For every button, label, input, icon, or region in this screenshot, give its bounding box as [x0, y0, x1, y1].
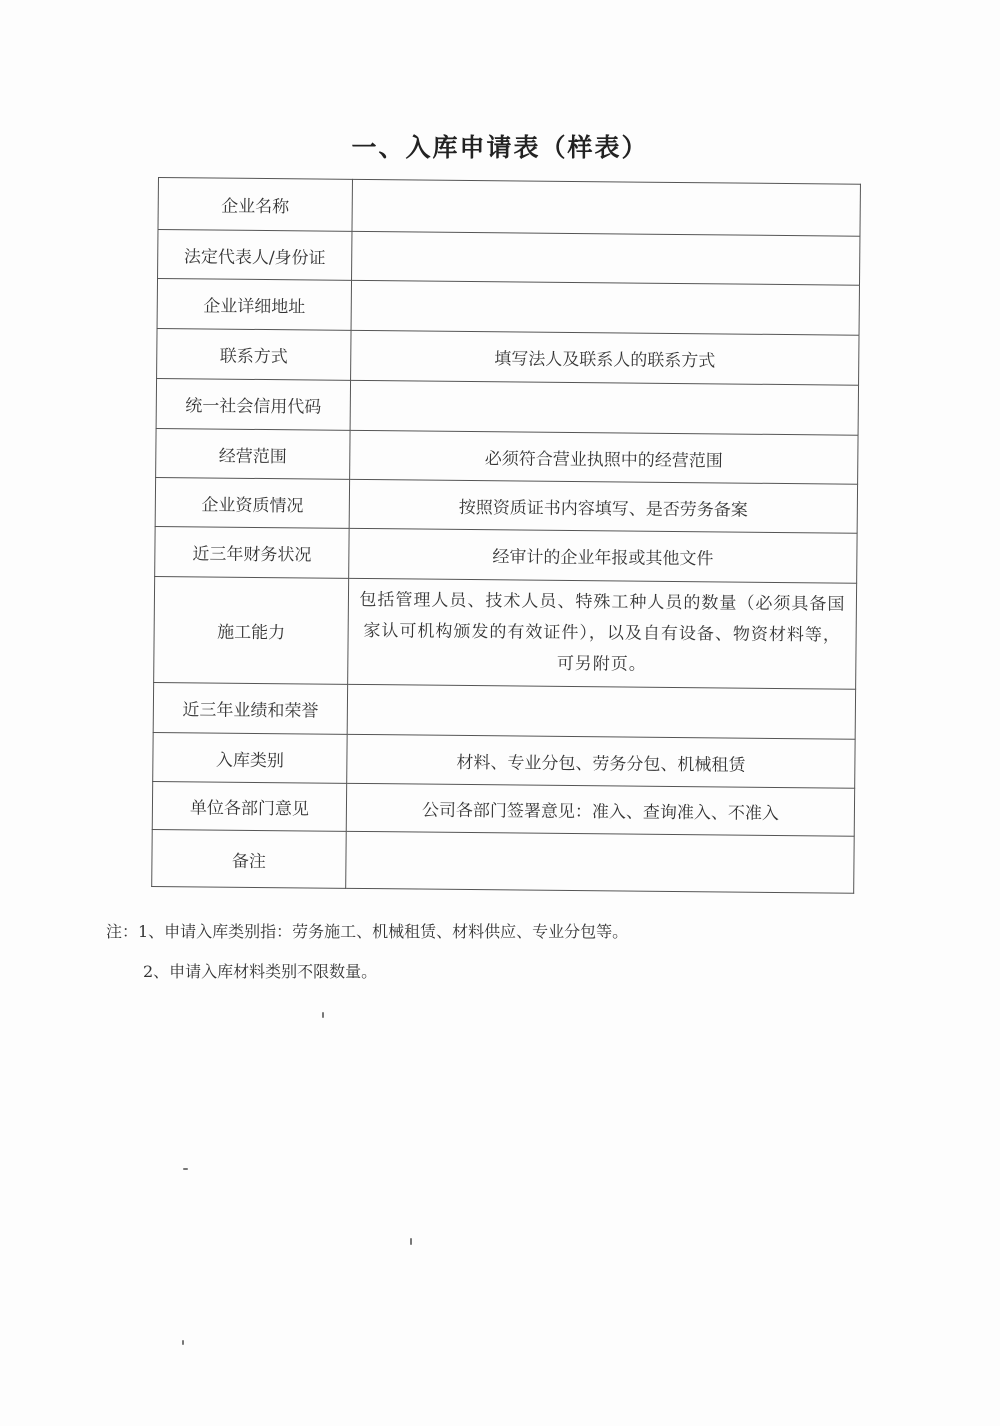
row-label-finance: 近三年财务状况	[155, 526, 350, 578]
table-row	[158, 230, 860, 286]
form-notes	[106, 912, 628, 992]
row-value-credit-code	[350, 380, 858, 435]
table-row	[157, 279, 859, 336]
table-row	[155, 477, 857, 533]
row-label-legal-rep: 法定代表人/身份证	[158, 230, 352, 281]
note-item: 注：1、申请入库类别指：劳务施工、机械租赁、材料供应、专业分包等。	[106, 922, 629, 941]
row-label-credit-code: 统一社会信用代码	[156, 378, 351, 430]
table-row	[156, 428, 858, 484]
row-value-address	[351, 280, 859, 335]
row-value-business-scope: 必须符合营业执照中的经营范围	[350, 430, 858, 484]
row-label-category: 入库类别	[153, 732, 347, 783]
form-title: 一、入库申请表（样表）	[351, 133, 649, 162]
row-value-achievements	[347, 684, 855, 739]
row-label-company-name: 企业名称	[158, 178, 353, 232]
row-label-achievements: 近三年业绩和荣誉	[153, 682, 348, 734]
application-form-table	[151, 177, 861, 894]
note-item: 2、申请入库材料类别不限数量。	[143, 962, 378, 981]
table-row	[157, 328, 859, 385]
table-row	[158, 178, 860, 237]
row-value-company-name	[352, 179, 860, 236]
table-row	[153, 732, 855, 788]
row-value-legal-rep	[352, 231, 860, 285]
row-value-dept-opinion: 公司各部门签署意见：准入、查询准入、不准入	[346, 783, 854, 836]
table-row	[156, 378, 858, 435]
row-label-remarks: 备注	[152, 829, 347, 888]
scan-speck	[182, 1340, 184, 1345]
scan-speck	[322, 1012, 324, 1018]
row-value-finance: 经审计的企业年报或其他文件	[349, 528, 857, 583]
row-label-dept-opinion: 单位各部门意见	[152, 781, 346, 831]
row-value-capacity: 包括管理人员、技术人员、特殊工种人员的数量（必须具备国家认可机构颁发的有效证件），以及自有设备、物资材料等，可另附页。	[348, 578, 857, 689]
row-label-address: 企业详细地址	[157, 279, 352, 331]
row-value-remarks	[346, 831, 854, 893]
scan-speck	[183, 1168, 188, 1170]
row-label-contact: 联系方式	[157, 328, 352, 380]
row-label-qualification: 企业资质情况	[155, 477, 349, 528]
table-row	[154, 576, 857, 689]
row-value-contact: 填写法人及联系人的联系方式	[351, 330, 859, 385]
table-row	[152, 781, 854, 836]
row-value-qualification: 按照资质证书内容填写、是否劳务备案	[349, 479, 857, 533]
table-row	[152, 829, 855, 893]
row-label-business-scope: 经营范围	[156, 428, 350, 479]
scan-speck	[410, 1238, 412, 1245]
table-row	[153, 682, 855, 739]
row-label-capacity: 施工能力	[154, 576, 349, 684]
table-row	[155, 526, 857, 583]
row-value-category: 材料、专业分包、劳务分包、机械租赁	[347, 734, 855, 788]
